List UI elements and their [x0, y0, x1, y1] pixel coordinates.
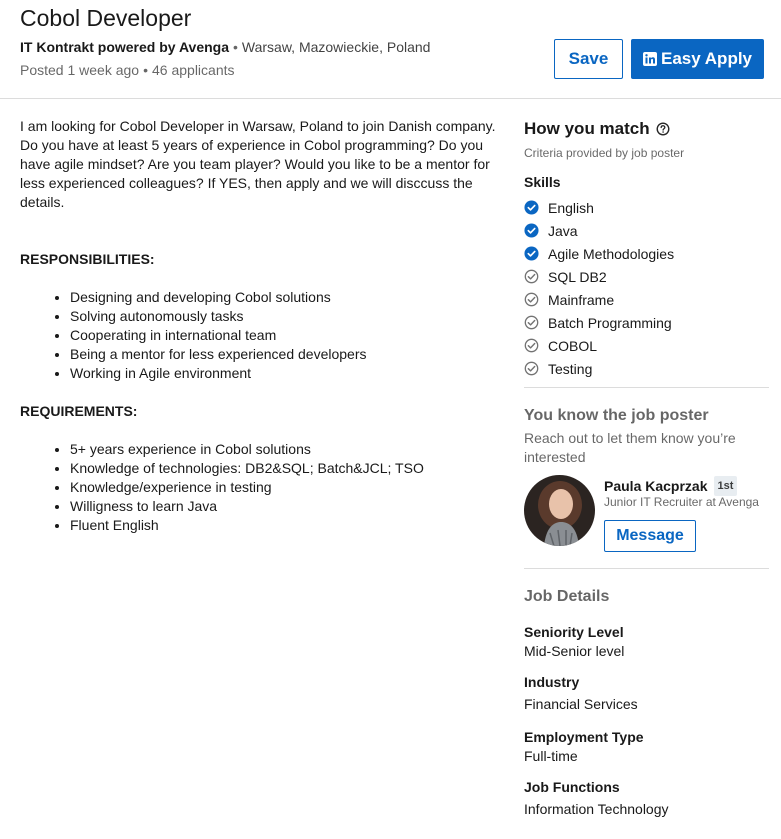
job-details-title: Job Details	[524, 588, 610, 605]
detail-value: Financial Services	[524, 696, 638, 712]
skill-item	[524, 196, 674, 219]
company-line	[20, 38, 430, 56]
divider	[524, 568, 769, 569]
question-circle-icon[interactable]	[656, 122, 670, 136]
check-circle-filled-icon	[524, 223, 539, 238]
applicant-count: 46 applicants	[152, 62, 235, 78]
skill-name: Mainframe	[548, 291, 615, 308]
list-item: • Knowledge of technologies: DB2&SQL; Batch&JCL; TSO	[70, 459, 505, 478]
list-item: • Fluent English	[70, 516, 505, 535]
detail-label: Industry	[524, 674, 580, 690]
check-circle-outline-icon	[524, 292, 539, 307]
job-poster-description: Reach out to let them know you’re interested	[524, 430, 736, 465]
check-circle-filled-icon	[524, 246, 539, 261]
detail-label: Job Functions	[524, 779, 620, 795]
company-name[interactable]: IT Kontrakt powered by Avenga	[20, 39, 229, 55]
check-circle-outline-icon	[524, 361, 539, 376]
check-circle-outline-icon	[524, 338, 539, 353]
how-you-match-title	[524, 118, 670, 140]
poster-name-line	[604, 476, 737, 496]
skills-list	[524, 196, 674, 380]
avatar-photo	[524, 475, 595, 546]
check-circle-outline-icon	[524, 315, 539, 330]
detail-label: Employment Type	[524, 729, 644, 745]
skill-item	[524, 311, 674, 334]
detail-value: Mid-Senior level	[524, 643, 625, 659]
detail-label: Seniority Level	[524, 624, 624, 640]
job-title: Cobol Developer	[20, 5, 192, 31]
poster-role: Junior IT Recruiter at Avenga	[604, 495, 759, 509]
skill-item	[524, 219, 674, 242]
skill-item	[524, 357, 674, 380]
list-item: • Knowledge/experience in testing	[70, 478, 505, 497]
list-item: • 5+ years experience in Cobol solutions	[70, 440, 505, 459]
skill-item	[524, 334, 674, 357]
divider	[524, 387, 769, 388]
skills-label: Skills	[524, 174, 561, 190]
list-item: • Being a mentor for less experienced developers	[70, 345, 505, 364]
avatar[interactable]	[524, 475, 595, 546]
responsibilities-heading: RESPONSIBILITIES:	[20, 251, 155, 267]
skill-name: Batch Programming	[548, 314, 672, 331]
poster-name[interactable]: Paula Kacprzak	[604, 478, 708, 494]
detail-value: Information Technology	[524, 801, 669, 817]
save-button-label: Save	[568, 49, 609, 68]
how-you-match-label: How you match	[524, 119, 650, 138]
message-button[interactable]	[604, 520, 696, 552]
list-item: • Designing and developing Cobol solutions	[70, 288, 505, 307]
posted-time: Posted 1 week ago	[20, 62, 140, 78]
job-header	[0, 0, 781, 99]
job-poster-title: You know the job poster	[524, 407, 709, 424]
posted-line	[20, 61, 235, 79]
skill-name: Java	[548, 222, 578, 239]
skill-name: English	[548, 199, 594, 216]
skill-name: COBOL	[548, 337, 598, 354]
job-location: Warsaw, Mazowieckie, Poland	[241, 39, 431, 55]
check-circle-filled-icon	[524, 200, 539, 215]
list-item: • Cooperating in international team	[70, 326, 505, 345]
skill-name: SQL DB2	[548, 268, 607, 285]
list-item: • Willigness to learn Java	[70, 497, 505, 516]
save-button[interactable]	[554, 39, 623, 79]
connection-degree-badge: 1st	[714, 476, 738, 496]
skill-name: Agile Methodologies	[548, 245, 675, 262]
list-item: • Solving autonomously tasks	[70, 307, 505, 326]
easy-apply-button[interactable]	[631, 39, 764, 79]
separator: •	[143, 62, 148, 78]
requirements-heading: REQUIREMENTS:	[20, 403, 138, 419]
list-item: • Working in Agile environment	[70, 364, 505, 383]
linkedin-icon	[643, 52, 657, 66]
description-intro: I am looking for Cobol Developer in Warsaw, Poland to join Danish company.	[20, 118, 496, 134]
responsibilities-list	[20, 288, 505, 383]
criteria-note: Criteria provided by job poster	[524, 146, 685, 160]
message-button-label: Message	[616, 527, 684, 544]
requirements-list	[20, 440, 505, 535]
detail-value: Full-time	[524, 748, 578, 764]
description-questions: Do you have at least 5 years of experience in Cobol programming? Do you have agile mindset? Are you team player? Would you like to be a mentor for less experienced colleagues? If YES, then apply and we will disccuss the details.	[20, 137, 490, 210]
skill-item	[524, 242, 674, 265]
easy-apply-label: Easy Apply	[660, 49, 753, 68]
separator: •	[233, 39, 238, 55]
skill-item	[524, 288, 674, 311]
job-description	[20, 117, 505, 535]
check-circle-outline-icon	[524, 269, 539, 284]
skill-item	[524, 265, 674, 288]
skill-name: Testing	[548, 360, 593, 377]
